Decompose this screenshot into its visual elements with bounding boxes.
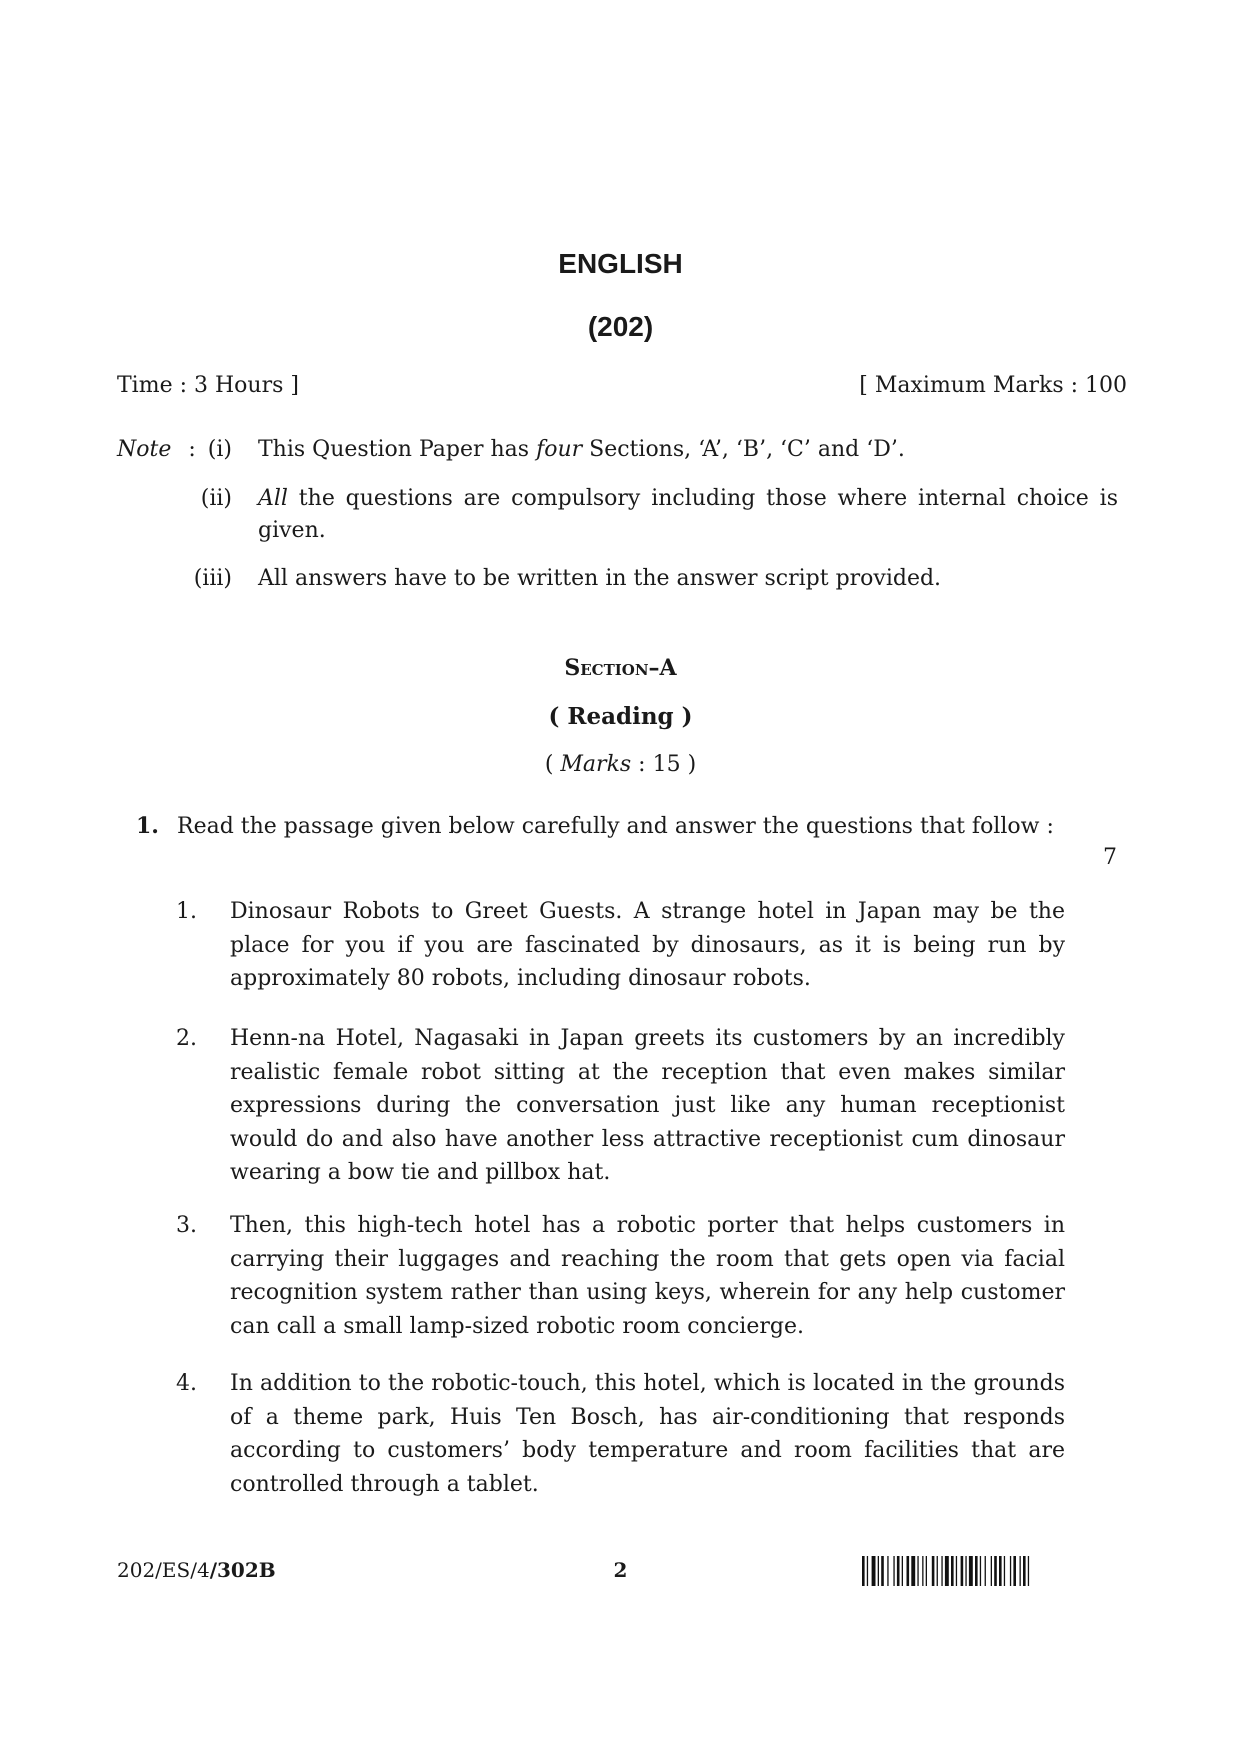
paragraph-number: 4.: [176, 1371, 197, 1396]
paragraph-number: 3.: [176, 1213, 197, 1238]
time-allowed: Time : 3 Hours ]: [117, 373, 299, 398]
passage-paragraph: In addition to the robotic-touch, this hotel, which is located in the grounds of a theme park, Huis Ten Bosch, has air-conditioning that responds according to customers’ body temperature and room facilities that are controlled through a tablet.: [230, 1371, 1065, 1497]
passage-paragraph: Then, this high-tech hotel has a robotic porter that helps customers in carrying their luggages and reaching the room that gets open via facial recognition system rather than using keys, wherein for any help customer can call a small lamp-sized robotic room concierge.: [230, 1213, 1065, 1339]
passage-paragraph: Dinosaur Robots to Greet Guests. A strange hotel in Japan may be the place for you if you are fascinated by dinosaurs, as it is being run by approximately 80 robots, including dinosaur robots.: [230, 899, 1065, 991]
note-label: Note: [117, 437, 172, 462]
question-marks: 7: [1103, 845, 1117, 870]
subject-code: (202): [587, 311, 654, 342]
paper-code: 202/ES/4/302B: [117, 1558, 276, 1582]
subject-title: ENGLISH: [558, 248, 683, 279]
maximum-marks: [ Maximum Marks : 100: [859, 373, 1127, 398]
note-separator: :: [188, 437, 196, 462]
section-title: Section–A: [564, 655, 677, 681]
paragraph-number: 2.: [176, 1026, 197, 1051]
paragraph-number: 1.: [176, 899, 197, 924]
note-item: This Question Paper has four Sections, ‘A’, ‘B’, ‘C’ and ‘D’.: [258, 437, 905, 462]
section-subtitle: ( Reading ): [548, 703, 693, 730]
barcode: [862, 1556, 1128, 1586]
question-text: Read the passage given below carefully and answer the questions that follow :: [177, 814, 1054, 839]
question-number: 1.: [136, 813, 159, 839]
passage-paragraph: Henn-na Hotel, Nagasaki in Japan greets its customers by an incredibly realistic female robot sitting at the reception that even makes similar expressions during the conversation just like any human receptionist would do and also have another less attractive receptionist cum dinosaur wearing a bow tie and pillbox hat.: [230, 1026, 1065, 1185]
note-item-number: (ii): [200, 486, 232, 511]
note-item: All the questions are compulsory including those where internal choice is given.: [258, 486, 1118, 543]
page-number: 2: [613, 1558, 628, 1582]
section-marks: ( Marks : 15 ): [544, 752, 697, 777]
note-item: All answers have to be written in the answer script provided.: [258, 566, 942, 591]
note-item-number: (iii): [193, 566, 232, 591]
note-item-number: (i): [207, 437, 232, 462]
